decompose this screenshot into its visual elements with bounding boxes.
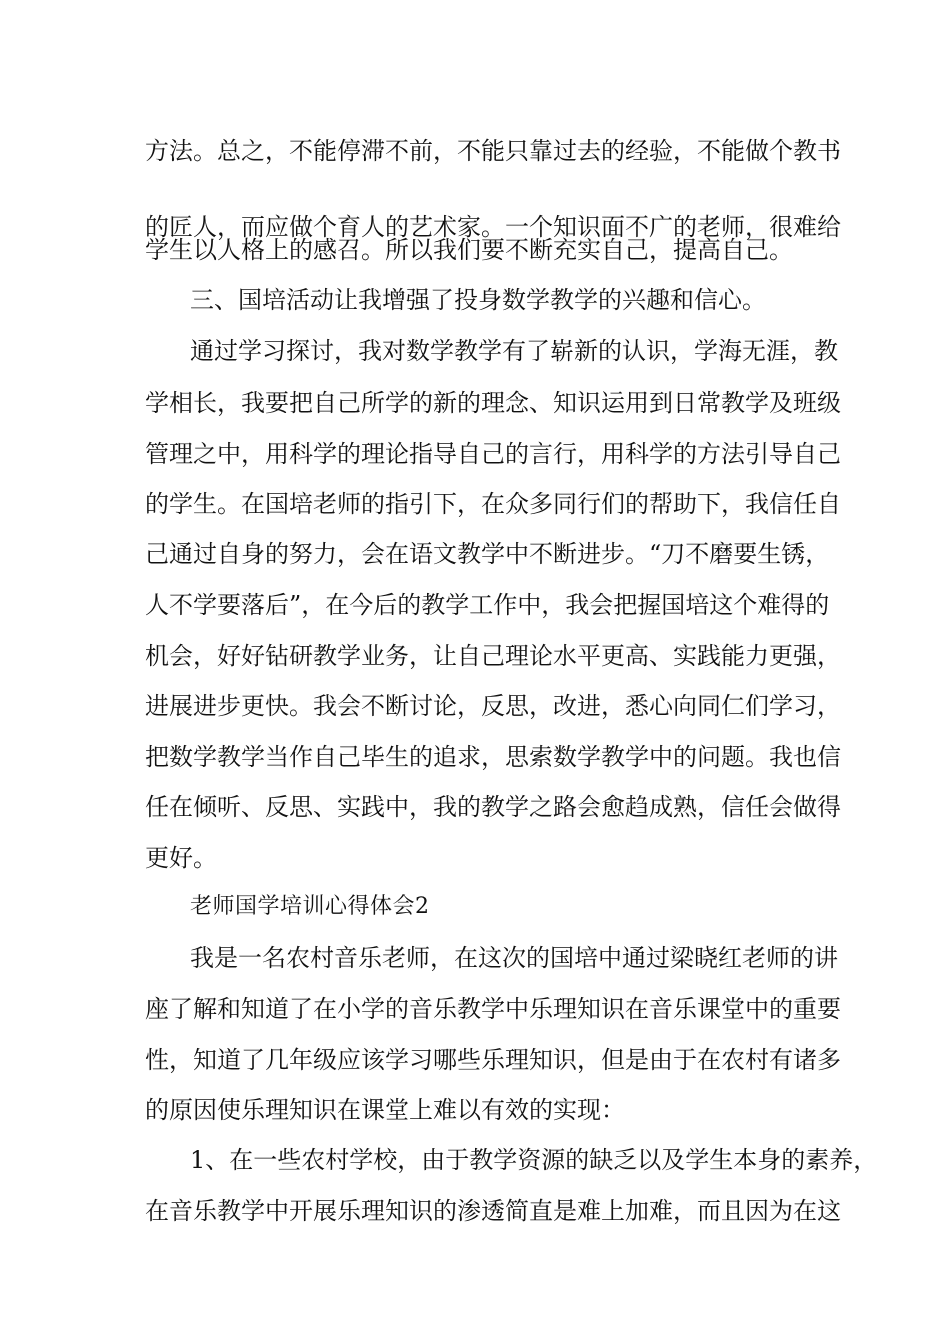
paragraph-line: 机会，好好钻研教学业务，让自己理论水平更高、实践能力更强， [145, 642, 841, 670]
paragraph-line: 管理之中，用科学的理论指导自己的言行，用科学的方法引导自己 [145, 440, 841, 468]
section-title: 老师国学培训心得体会2 [190, 894, 430, 919]
section-heading: 三、国培活动让我增强了投身数学教学的兴趣和信心。 [190, 286, 766, 314]
paragraph-line: 我是一名农村音乐老师，在这次的国培中通过梁晓红老师的讲 [190, 944, 838, 972]
paragraph-line: 方法。总之，不能停滞不前，不能只靠过去的经验，不能做个教书 [145, 137, 841, 165]
paragraph-line: 学生以人格上的感召。所以我们要不断充实自己，提高自己。 [145, 236, 793, 264]
paragraph-line: 1、在一些农村学校，由于教学资源的缺乏以及学生本身的素养， [190, 1146, 878, 1174]
paragraph-line: 学相长，我要把自己所学的新的理念、知识运用到日常教学及班级 [145, 389, 841, 417]
paragraph-line: 的学生。在国培老师的指引下，在众多同行们的帮助下，我信任自 [145, 490, 841, 518]
paragraph-line: 通过学习探讨，我对数学教学有了崭新的认识，学海无涯，教 [190, 337, 838, 365]
paragraph-line: 人不学要落后”，在今后的教学工作中，我会把握国培这个难得的 [145, 591, 830, 619]
paragraph-line: 的原因使乐理知识在课堂上难以有效的实现： [145, 1096, 625, 1124]
paragraph-line: 把数学教学当作自己毕生的追求，思索数学教学中的问题。我也信 [145, 743, 841, 771]
paragraph-line: 任在倾听、反思、实践中，我的教学之路会愈趋成熟，信任会做得 [145, 793, 841, 821]
paragraph-line: 进展进步更快。我会不断讨论，反思，改进，悉心向同仁们学习， [145, 692, 841, 720]
paragraph-line: 己通过自身的努力，会在语文教学中不断进步。“刀不磨要生锈， [145, 540, 830, 568]
paragraph-line: 的匠人，而应做个育人的艺术家。一个知识面不广的老师，很难给 [145, 213, 841, 241]
paragraph-line: 座了解和知道了在小学的音乐教学中乐理知识在音乐课堂中的重要 [145, 995, 841, 1023]
paragraph-line: 在音乐教学中开展乐理知识的渗透简直是难上加难，而且因为在这 [145, 1197, 841, 1225]
paragraph-line: 更好。 [145, 844, 217, 872]
paragraph-line: 性，知道了几年级应该学习哪些乐理知识，但是由于在农村有诸多 [145, 1046, 841, 1074]
